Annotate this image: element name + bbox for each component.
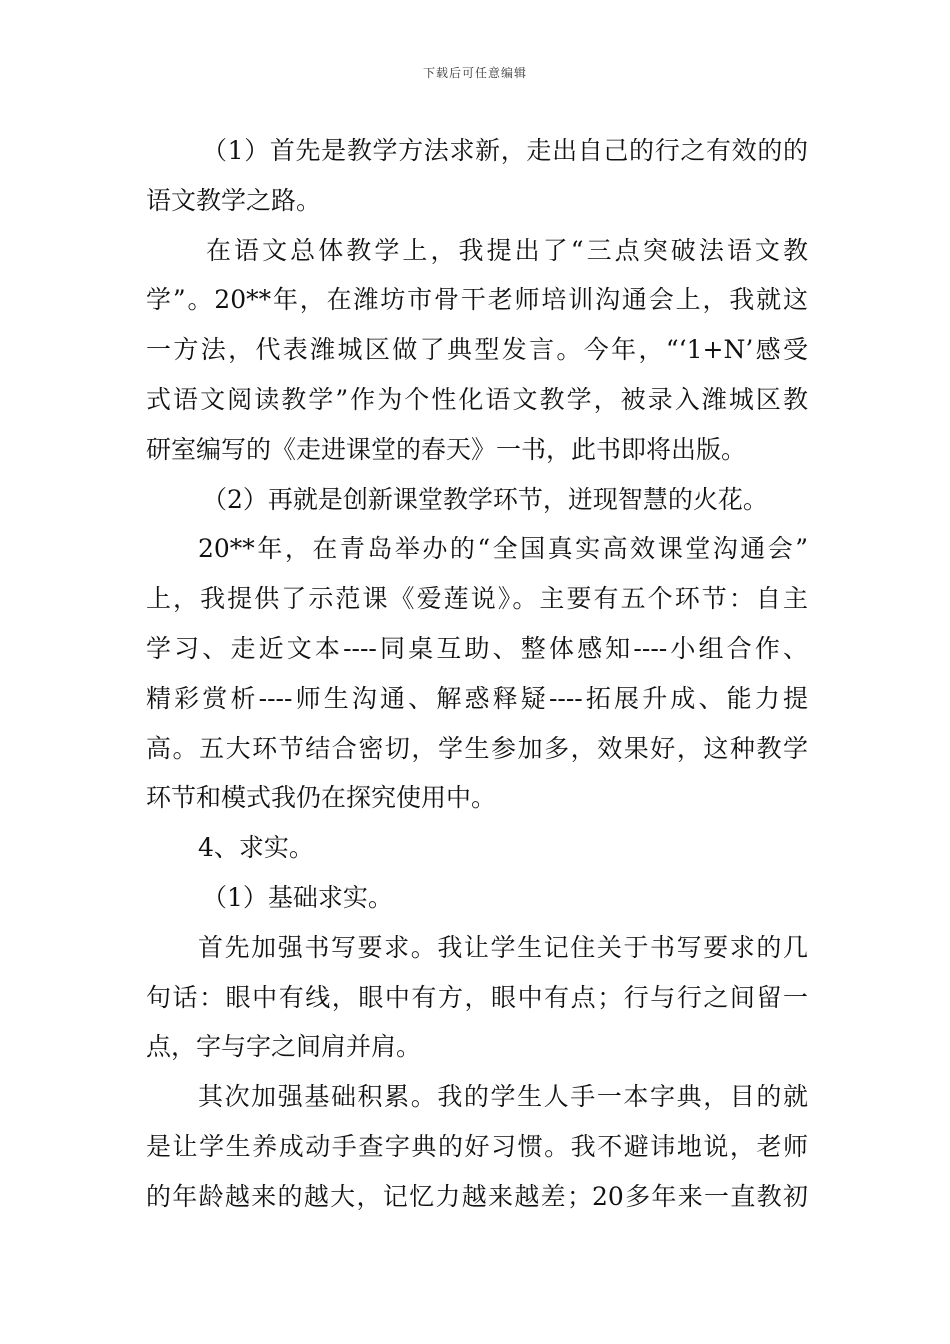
paragraph-line: 高。五大环节结合密切，学生参加多，效果好，这种教学 (146, 733, 808, 763)
page-header: 下载后可任意编辑 (422, 66, 527, 80)
paragraph-line: 句话：眼中有线，眼中有方，眼中有点；行与行之间留一 (146, 982, 808, 1012)
paragraph-line: 点，字与字之间肩并肩。 (146, 1032, 422, 1062)
paragraph-line: （2）再就是创新课堂教学环节，迸现智慧的火花。 (202, 484, 768, 514)
paragraph-line: 是让学生养成动手查字典的好习惯。我不避讳地说，老师 (146, 1131, 808, 1161)
section-heading: 4、求实。 (198, 833, 314, 863)
paragraph-line: 的年龄越来的越大，记忆力越来越差；20多年来一直教初 (146, 1181, 808, 1211)
document-body (146, 126, 808, 1222)
paragraph-line: （1）首先是教学方法求新，走出自己的行之有效的的 (202, 136, 808, 165)
paragraph-line: 其次加强基础积累。我的学生人手一本字典，目的就 (198, 1082, 808, 1112)
paragraph-line: 语文教学之路。 (146, 185, 322, 215)
paragraph-line: 研室编写的《走进课堂的春天》一书，此书即将出版。 (146, 434, 747, 464)
paragraph-line: 上，我提供了示范课《爱莲说》。主要有五个环节：自主 (146, 584, 808, 614)
paragraph-line: 式语文阅读教学”作为个性化语文教学，被录入潍城区教 (146, 384, 808, 414)
paragraph-line: 一方法，代表潍城区做了典型发言。今年，“‘1+N’感受 (146, 335, 808, 365)
paragraph-line: 学习、走近文本----同桌互助、整体感知----小组合作、 (146, 633, 808, 663)
subsection-heading: （1）基础求实。 (202, 882, 393, 912)
paragraph-line: 环节和模式我仍在探究使用中。 (146, 783, 497, 813)
paragraph-line: 20**年，在青岛举办的“全国真实高效课堂沟通会” (198, 534, 808, 564)
paragraph-line: 首先加强书写要求。我让学生记住关于书写要求的几 (198, 932, 808, 962)
paragraph-line: 在语文总体教学上，我提出了“三点突破法语文教 (206, 235, 808, 265)
paragraph-line: 学”。20**年，在潍坊市骨干老师培训沟通会上，我就这 (146, 285, 808, 315)
paragraph-line: 精彩赏析----师生沟通、解惑释疑----拓展升成、能力提 (146, 683, 808, 713)
